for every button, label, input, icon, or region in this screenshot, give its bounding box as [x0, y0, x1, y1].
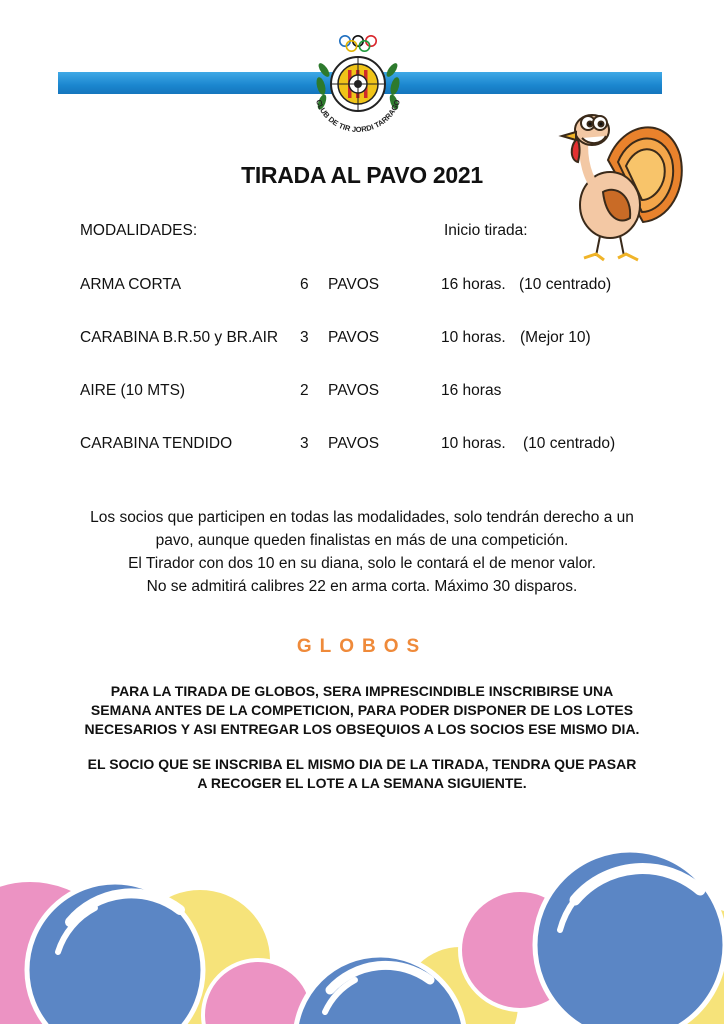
row-unit: PAVOS [328, 329, 380, 346]
paragraph-line: SEMANA ANTES DE LA COMPETICION, PARA PODER DISPONER DE LOS LOTES [90, 702, 634, 718]
row-unit: PAVOS [328, 382, 380, 399]
note-line: Los socios que participen en todas las modalidades, solo tendrán derecho a un [90, 509, 634, 526]
globos-paragraph-2 [60, 755, 664, 793]
row-time: 10 horas. [441, 329, 506, 346]
globos-heading: GLOBOS [296, 636, 428, 657]
note-line: El Tirador con dos 10 en su diana, solo le contará el de menor valor. [128, 555, 596, 572]
inicio-tirada-label: Inicio tirada: [444, 222, 528, 239]
rules-notes [60, 506, 664, 598]
row-note: (10 centrado) [519, 276, 612, 293]
row-qty: 2 [300, 382, 309, 399]
row-unit: PAVOS [328, 276, 380, 293]
row-note: (10 centrado) [523, 435, 616, 452]
row-qty: 6 [300, 276, 309, 293]
note-line: No se admitirá calibres 22 en arma corta. Máximo 30 disparos. [146, 578, 578, 595]
row-name: ARMA CORTA [80, 276, 182, 293]
paragraph-line: PARA LA TIRADA DE GLOBOS, SERA IMPRESCINDIBLE INSCRIBIRSE UNA [110, 683, 614, 699]
paragraph-line: NECESARIOS Y ASI ENTREGAR LOS OBSEQUIOS A LOS SOCIOS ESE MISMO DIA. [84, 721, 640, 737]
olympic-rings-icon [340, 36, 376, 51]
modalidades-label: MODALIDADES: [80, 222, 198, 239]
row-time: 16 horas. [441, 276, 506, 293]
row-unit: PAVOS [328, 435, 380, 452]
target-emblem-icon [331, 57, 385, 111]
globos-paragraph-1 [60, 682, 664, 739]
paragraph-line: EL SOCIO QUE SE INSCRIBA EL MISMO DIA DE LA TIRADA, TENDRA QUE PASAR [87, 756, 637, 772]
logo-text: CLUB DE TIR JORDI TARRAGO [313, 98, 403, 135]
row-note: (Mejor 10) [520, 329, 591, 346]
row-name: CARABINA B.R.50 y BR.AIR [80, 329, 279, 346]
row-time: 16 horas [441, 382, 502, 399]
row-name: CARABINA TENDIDO [80, 435, 233, 452]
club-logo [300, 28, 416, 138]
row-qty: 3 [300, 435, 309, 452]
row-time: 10 horas. [441, 435, 506, 452]
balloon-icon [535, 850, 724, 1024]
page-title: TIRADA AL PAVO 2021 [241, 162, 483, 188]
paragraph-line: A RECOGER EL LOTE A LA SEMANA SIGUIENTE. [197, 775, 527, 791]
note-line: pavo, aunque queden finalistas en más de una competición. [155, 532, 569, 549]
row-name: AIRE (10 MTS) [80, 382, 186, 399]
row-qty: 3 [300, 329, 309, 346]
balloons-decoration [0, 830, 724, 1024]
